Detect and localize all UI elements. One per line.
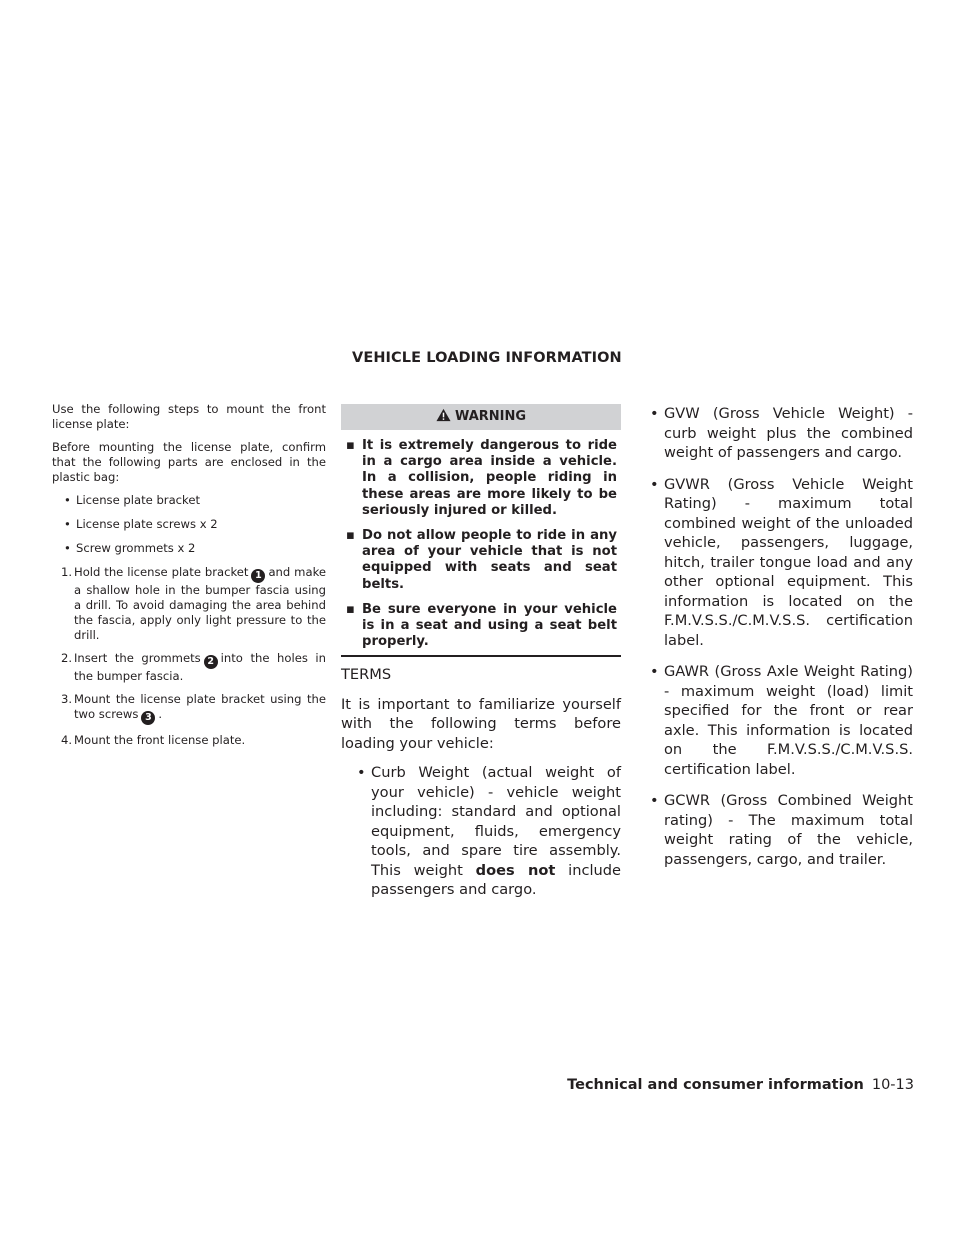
page-footer: [567, 1077, 914, 1093]
step-item: [52, 565, 326, 643]
warning-header: [341, 404, 621, 430]
term-item: • GCWR (Gross Combined Weight rating) - The maximum total weight rating of the vehicle, passengers, cargo, and trailer.: [636, 791, 913, 869]
term-emphasis: does not: [475, 861, 556, 879]
step-text: Insert the grommets: [74, 651, 201, 665]
step-text: and make a shallow hole in the bumper fascia using a drill. To avoid damaging the area behind the fascia, apply only light pressure to the drill.: [74, 565, 326, 642]
step-number: 3.: [60, 692, 72, 706]
step-number: 1.: [60, 565, 72, 579]
term-item: [341, 763, 621, 900]
middle-column: [341, 404, 621, 900]
term-item: • GAWR (Gross Axle Weight Rating) - maximum weight (load) limit specified for the front or rear axle. This information is located on the F.M.V.S.S./C.M.V.S.S. certification label.: [636, 662, 913, 779]
list-item: • License plate bracket: [52, 493, 326, 508]
right-column: [636, 404, 913, 881]
parts-list: [52, 493, 326, 556]
list-item: • License plate screws x 2: [52, 517, 326, 532]
section-title: VEHICLE LOADING INFORMATION: [352, 350, 622, 366]
mounting-steps: [52, 565, 326, 748]
footer-chapter-title: Technical and consumer information: [567, 1077, 864, 1093]
callout-1-icon: 1: [251, 569, 265, 583]
step-text: .: [158, 707, 163, 721]
warning-list: [341, 438, 621, 650]
step-text: into the holes in the bumper fascia.: [74, 651, 326, 683]
step-number: 2.: [60, 651, 72, 665]
terms-section: [341, 665, 621, 900]
step-item: [52, 651, 326, 684]
step-item: [52, 733, 326, 748]
step-text: Hold the license plate bracket: [74, 565, 249, 579]
terms-heading: TERMS: [341, 666, 392, 684]
page-number: 10-13: [871, 1077, 914, 1093]
warning-title: WARNING: [454, 409, 527, 424]
weight-terms-list: [636, 404, 913, 869]
step-text: Mount the license plate bracket using the two screws: [74, 692, 326, 721]
term-text: Curb Weight (actual weight of your vehicle) - vehicle weight including: standard and optional equipment, fluids, emergency tools, and spare tire assembly. This weight: [371, 764, 621, 879]
terms-intro: It is important to familiarize yourself with the following terms before loading your vehicle:: [341, 695, 621, 752]
term-item: • GVWR (Gross Vehicle Weight Rating) - maximum total combined weight of the unloaded vehicle, passengers, luggage, hitch, trailer tongue load and any other optional equipment. This information is located on the F.M.V.S.S./C.M.V.S.S. certification label.: [636, 475, 913, 651]
left-column: [52, 402, 326, 756]
mounting-intro: Use the following steps to mount the front license plate:: [52, 402, 326, 431]
warning-bottom-rule: [341, 655, 621, 657]
terms-list: [341, 763, 621, 900]
callout-3-icon: 3: [141, 711, 155, 725]
callout-2-icon: 2: [204, 655, 218, 669]
term-item: • GVW (Gross Vehicle Weight) - curb weight plus the combined weight of passengers and cargo.: [636, 404, 913, 463]
step-number: 4.: [60, 733, 72, 747]
warning-item: ▪ Do not allow people to ride in any area of your vehicle that is not equipped with seats and seat belts.: [341, 528, 621, 593]
term-text: include passengers and cargo.: [371, 861, 622, 899]
warning-item: ▪ Be sure everyone in your vehicle is in a seat and using a seat belt properly.: [341, 602, 621, 651]
step-item: [52, 692, 326, 725]
warning-triangle-icon: [436, 408, 451, 422]
step-text: Mount the front license plate.: [74, 733, 246, 747]
parts-check-text: Before mounting the license plate, confirm that the following parts are enclosed in the plastic bag:: [52, 440, 326, 484]
list-item: • Screw grommets x 2: [52, 541, 326, 556]
warning-item: ▪ It is extremely dangerous to ride in a cargo area inside a vehicle. In a collision, people riding in these areas are more likely to be seriously injured or killed.: [341, 438, 621, 519]
